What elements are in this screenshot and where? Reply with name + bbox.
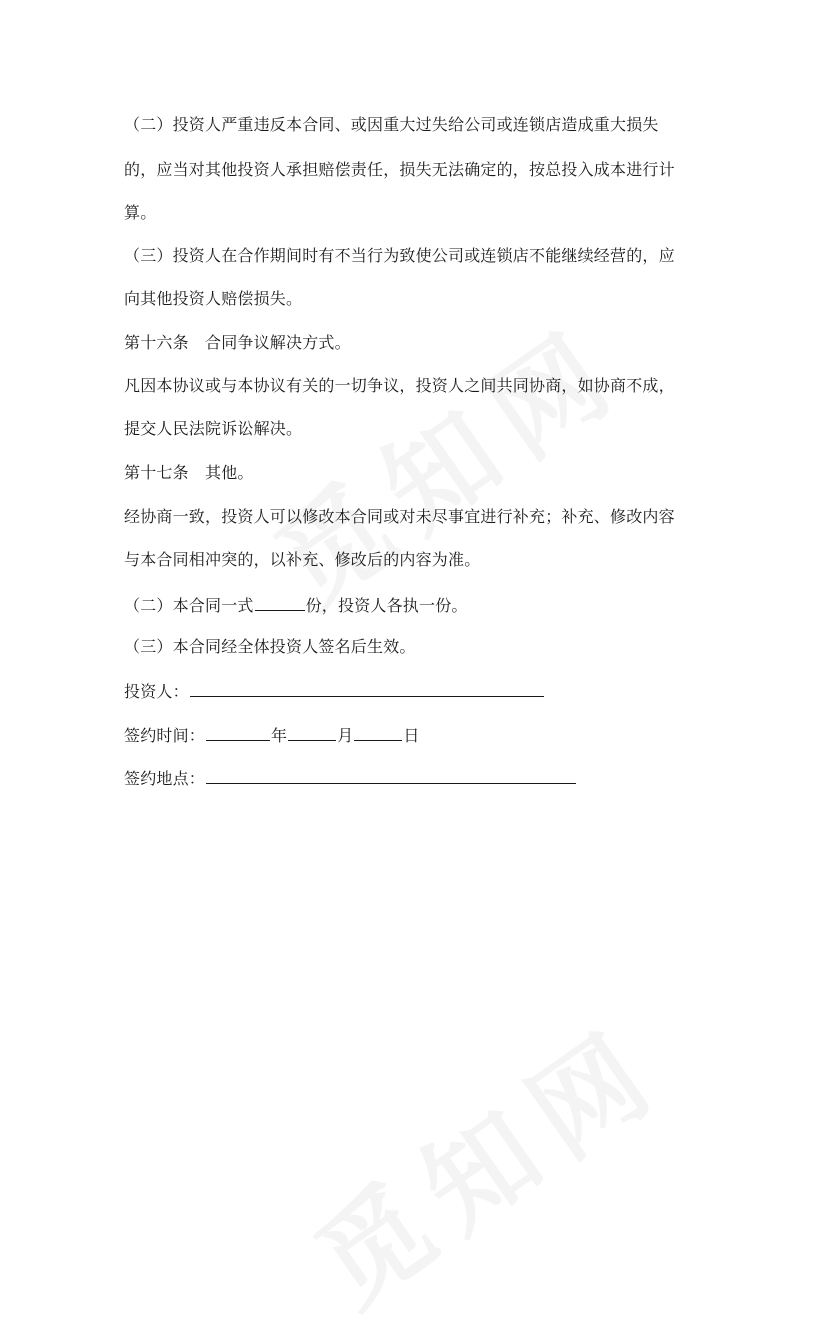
- sign-place-blank[interactable]: [206, 767, 576, 784]
- sign-place-label: 签约地点：: [124, 769, 206, 788]
- sign-time-label: 签约时间：: [124, 726, 206, 745]
- copies-suffix: 份，投资人各执一份。: [305, 596, 468, 615]
- investor-blank[interactable]: [190, 680, 544, 697]
- day-label: 日: [403, 726, 420, 745]
- sign-time-line: [124, 724, 420, 746]
- clause2-line2: 的，应当对其他投资人承担赔偿责任，损失无法确定的，按总投入成本进行计: [124, 160, 675, 179]
- clause2-line1: （二）投资人严重违反本合同、或因重大过失给公司或连锁店造成重大损失: [124, 115, 659, 134]
- article17-line2: 与本合同相冲突的，以补充、修改后的内容为准。: [124, 550, 481, 569]
- month-blank[interactable]: [288, 724, 336, 741]
- clause2-line3: 算。: [124, 203, 157, 222]
- copies-line: [124, 594, 468, 616]
- article17-line1: 经协商一致，投资人可以修改本合同或对未尽事宜进行补充；补充、修改内容: [124, 507, 675, 526]
- clause3-line1: （三）投资人在合作期间时有不当行为致使公司或连锁店不能继续经营的，应: [124, 246, 675, 265]
- year-label: 年: [271, 726, 288, 745]
- investor-label: 投资人：: [124, 682, 189, 701]
- article16-title: 第十六条 合同争议解决方式。: [124, 333, 351, 352]
- copies-prefix: （二）本合同一式: [124, 596, 254, 615]
- month-label: 月: [337, 726, 354, 745]
- investor-line: [124, 680, 545, 702]
- article16-line2: 提交人民法院诉讼解决。: [124, 419, 303, 438]
- day-blank[interactable]: [354, 724, 402, 741]
- copies-blank[interactable]: [255, 594, 305, 611]
- year-blank[interactable]: [206, 724, 270, 741]
- clause3-line2: 向其他投资人赔偿损失。: [124, 289, 303, 308]
- article16-line1: 凡因本协议或与本协议有关的一切争议，投资人之间共同协商，如协商不成，: [124, 376, 675, 395]
- watermark-bottom: [280, 982, 690, 1335]
- effective-line: （三）本合同经全体投资人签名后生效。: [124, 637, 416, 656]
- sign-place-line: [124, 767, 577, 789]
- article17-title: 第十七条 其他。: [124, 463, 254, 482]
